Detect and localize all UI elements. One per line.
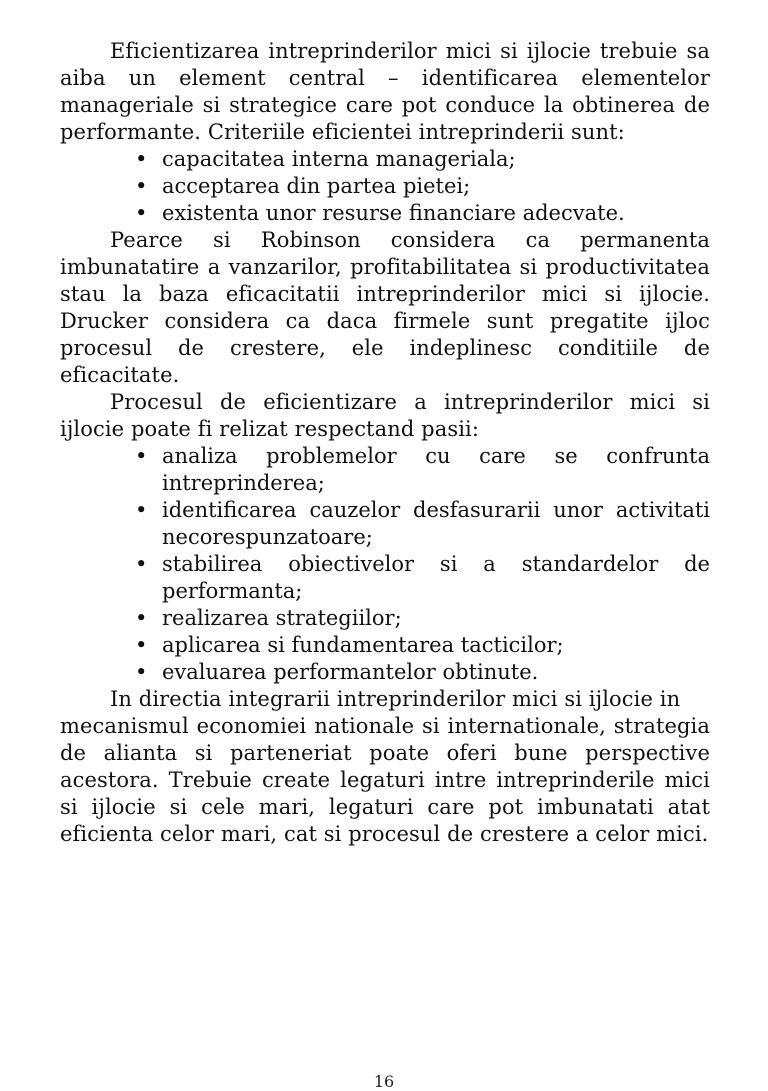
paragraph-pearce-robinson: Pearce si Robinson considera ca permanenta imbunatatire a vanzarilor, profitabilitatea si productivitatea stau la baza eficacitatii intreprinderilor mici si ijlocie. Drucker considera ca daca firmele sunt pregatite ijloc procesul de crestere, ele indeplinesc conditiile de eficacitate. <box>60 228 710 387</box>
bullet-icon: • <box>135 633 148 657</box>
bullet-icon: • <box>135 660 148 684</box>
paragraph-mecanism: mecanismul economiei nationale si internationale, strategia de alianta si parteneriat poate oferi bune perspective acestora. Trebuie create legaturi intre intreprinderile mici si ijlocie si cele mari, legaturi care pot imbunatati atat eficienta celor mari, cat si procesul de crestere a celor mici. <box>60 714 710 846</box>
list-item: • capacitatea interna manageriala; <box>135 147 516 171</box>
bullet-icon: • <box>135 498 148 522</box>
document-page <box>60 38 710 848</box>
list-item: • existenta unor resurse financiare adecvate. <box>135 201 625 225</box>
list-item: • analiza problemelor cu care se confrunta intreprinderea; <box>135 444 710 495</box>
list-item: • stabilirea obiectivelor si a standardelor de performanta; <box>135 552 710 603</box>
list-item: • realizarea strategiilor; <box>135 606 402 630</box>
bullet-icon: • <box>135 147 148 171</box>
bullet-icon: • <box>135 201 148 225</box>
paragraph-eficientizare: Eficientizarea intreprinderilor mici si ijlocie trebuie sa aiba un element central – identificarea elementelor manageriale si strategice care pot conduce la obtinerea de performante. Criteriile eficientei intreprinderii sunt: <box>60 39 710 144</box>
paragraph-integrare: In directia integrarii intreprinderilor mici si ijlocie in <box>110 687 681 711</box>
bullet-icon: • <box>135 444 148 468</box>
page-number: 16 <box>373 1072 395 1091</box>
list-item: • identificarea cauzelor desfasurarii unor activitati necorespunzatoare; <box>135 498 710 549</box>
list-item: • aplicarea si fundamentarea tacticilor; <box>135 633 564 657</box>
bullet-icon: • <box>135 174 148 198</box>
criteria-list <box>60 146 710 227</box>
steps-list <box>60 443 710 686</box>
bullet-icon: • <box>135 606 148 630</box>
list-item: • acceptarea din partea pietei; <box>135 174 471 198</box>
paragraph-proces: Procesul de eficientizare a intreprinderilor mici si ijlocie poate fi relizat respectand pasii: <box>60 390 710 441</box>
bullet-icon: • <box>135 552 148 576</box>
list-item: • evaluarea performantelor obtinute. <box>135 660 539 684</box>
